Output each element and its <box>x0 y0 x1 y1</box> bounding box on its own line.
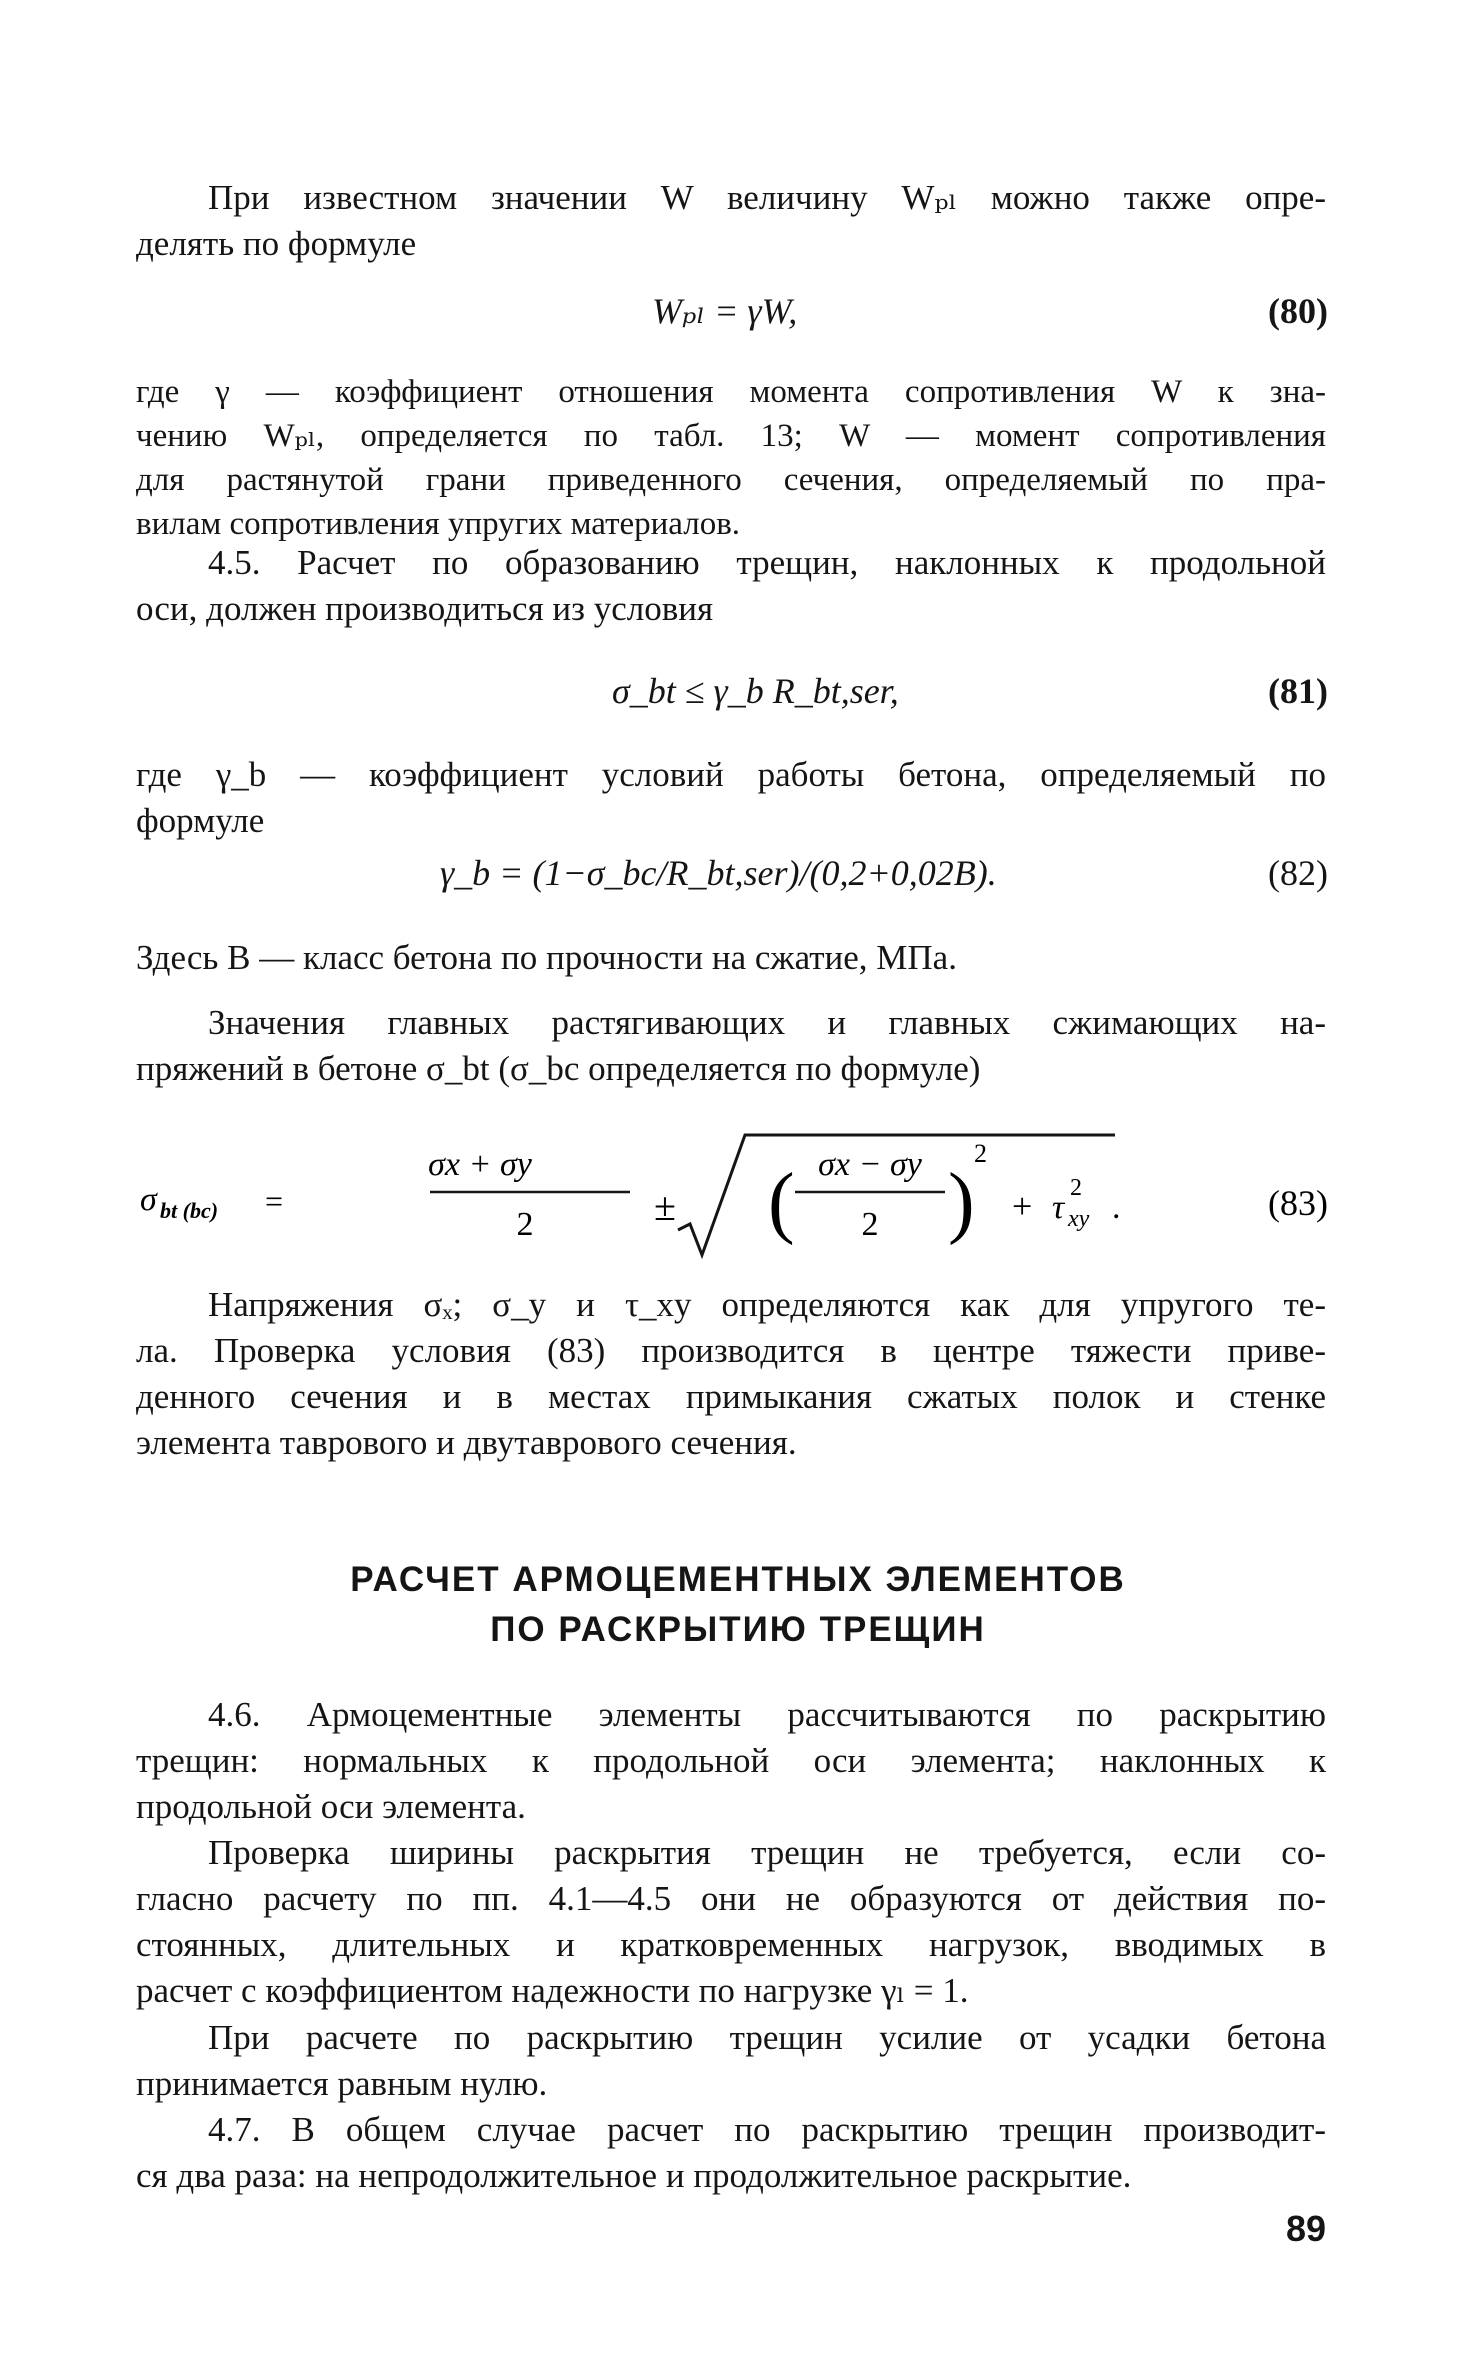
heading-line: ПО РАСКРЫТИЮ ТРЕЩИН <box>490 1610 986 1649</box>
eq83-left-paren: ( <box>768 1158 795 1246</box>
text-line: гласно расчету по пп. 4.1—4.5 они не образуются от действия по- <box>136 1879 1326 1918</box>
text-line: где γ — коэффициент отношения момента сопротивления W к зна- <box>136 374 1326 410</box>
equation-82: γ_b = (1−σ_bc/R_bt,ser)/(0,2+0,02B). <box>440 853 997 893</box>
eq83-tau-sub: xy <box>1068 1206 1090 1232</box>
text-line: делять по формуле <box>136 224 417 263</box>
text-line: Здесь B — класс бетона по прочности на сжатие, МПа. <box>136 938 957 977</box>
text-line: 4.7. В общем случае расчет по раскрытию трещин производит- <box>208 2110 1326 2149</box>
paragraph-1 <box>136 175 1326 267</box>
text-line: пряжений в бетоне σ_bt (σ_bc определяется по формуле) <box>136 1049 981 1088</box>
text-line: формуле <box>136 801 265 840</box>
eq83-equals: = <box>265 1183 284 1219</box>
text-line: 4.6. Армоцементные элементы рассчитываются по раскрытию <box>208 1695 1326 1734</box>
text-line: При расчете по раскрытию трещин усилие от усадки бетона <box>208 2018 1326 2057</box>
paragraph-9 <box>136 1830 1326 2014</box>
paragraph-8 <box>136 1692 1326 1830</box>
eq83-tau: τ <box>1052 1189 1065 1226</box>
eq83-right-paren: ) <box>948 1158 975 1246</box>
equation-80-number: (80) <box>1268 291 1328 331</box>
eq83-frac1-numerator: σx + σy <box>428 1146 532 1183</box>
section-heading <box>0 1555 1476 1655</box>
eq83-plusminus: ± <box>654 1184 676 1229</box>
text-line: ла. Проверка условия (83) производится в центре тяжести приве- <box>136 1331 1326 1370</box>
text-line: Проверка ширины раскрытия трещин не требуется, если со- <box>208 1833 1326 1872</box>
eq83-exponent: 2 <box>974 1139 987 1168</box>
eq83-frac1-denominator: 2 <box>516 1206 534 1243</box>
heading-line: РАСЧЕТ АРМОЦЕМЕНТНЫХ ЭЛЕМЕНТОВ <box>350 1560 1126 1599</box>
paragraph-10 <box>136 2015 1326 2107</box>
equation-83-number: (83) <box>1268 1183 1328 1223</box>
paragraph-4 <box>136 752 1326 844</box>
equation-81-number: (81) <box>1268 671 1328 711</box>
eq83-tau-exponent: 2 <box>1070 1175 1082 1201</box>
eq83-frac2-numerator: σx − σy <box>818 1146 922 1183</box>
text-line: где γ_b — коэффициент условий работы бетона, определяемый по <box>136 755 1326 794</box>
paragraph-6 <box>136 1000 1326 1092</box>
paragraph-5 <box>136 935 1326 981</box>
text-line: оси, должен производиться из условия <box>136 589 714 628</box>
eq83-lhs-sub: bt (bc) <box>160 1198 219 1223</box>
text-line: принимается равным нулю. <box>136 2064 548 2103</box>
paragraph-3 <box>136 540 1326 632</box>
paragraph-11 <box>136 2107 1326 2199</box>
equation-81: σ_bt ≤ γ_b R_bt,ser, <box>612 671 899 711</box>
paragraph-7 <box>136 1282 1326 1466</box>
text-line: При известном значении W величину Wₚₗ можно также опре- <box>208 178 1326 217</box>
page-number: 89 <box>1285 2208 1326 2249</box>
equation-83 <box>0 1120 1476 1270</box>
eq83-frac2-denominator: 2 <box>861 1206 879 1243</box>
text-line: чению Wₚₗ, определяется по табл. 13; W — момент сопротивления <box>136 418 1326 454</box>
text-line: продольной оси элемента. <box>136 1787 526 1826</box>
text-line: стоянных, длительных и кратковременных нагрузок, вводимых в <box>136 1925 1326 1964</box>
eq83-lhs: σ <box>140 1181 157 1218</box>
text-line: денного сечения и в местах примыкания сжатых полок и стенке <box>136 1377 1326 1416</box>
text-line: трещин: нормальных к продольной оси элемента; наклонных к <box>136 1741 1326 1780</box>
text-line: Значения главных растягивающих и главных сжимающих на- <box>208 1003 1326 1042</box>
text-line: ся два раза: на непродолжительное и продолжительное раскрытие. <box>136 2156 1132 2195</box>
equation-80: Wₚₗ = γW, <box>652 291 798 331</box>
text-line: 4.5. Расчет по образованию трещин, наклонных к продольной <box>208 543 1326 582</box>
text-line: вилам сопротивления упругих материалов. <box>136 506 741 542</box>
paragraph-2 <box>136 370 1326 546</box>
equation-82-number: (82) <box>1268 853 1328 893</box>
eq83-plus: + <box>1012 1186 1033 1226</box>
eq83-dot: . <box>1112 1189 1121 1226</box>
text-line: расчет с коэффициентом надежности по нагрузке γₗ = 1. <box>136 1971 969 2010</box>
text-line: Напряжения σₓ; σ_y и τ_xy определяются как для упругого те- <box>208 1285 1326 1324</box>
text-line: для растянутой грани приведенного сечения, определяемый по пра- <box>136 462 1326 498</box>
text-line: элемента таврового и двутаврового сечения. <box>136 1423 797 1462</box>
